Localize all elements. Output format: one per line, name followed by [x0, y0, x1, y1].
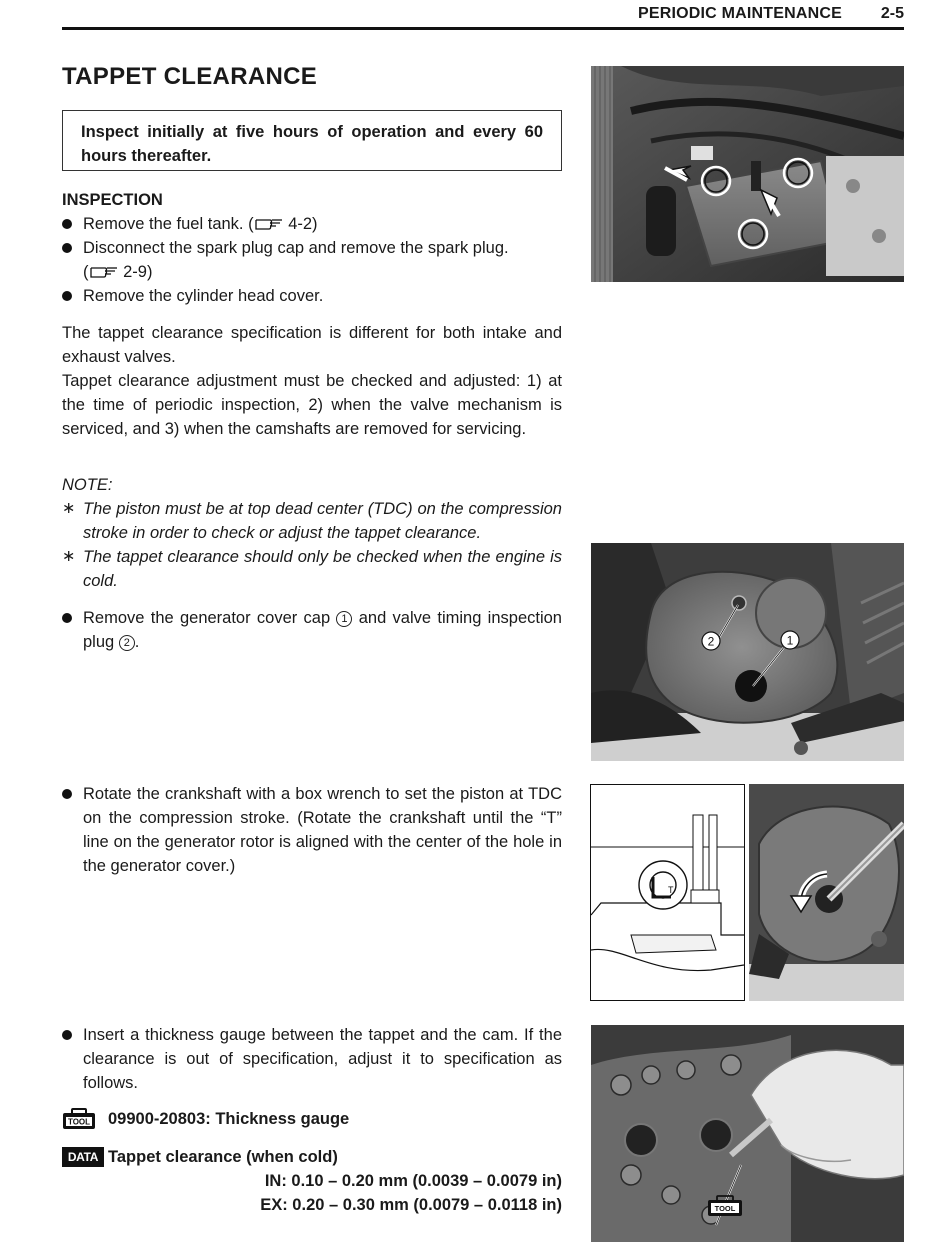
step-remove-head-cover: Remove the cylinder head cover.	[83, 287, 324, 305]
timing-mark-diagram	[590, 784, 745, 1001]
callout-number-2: 2	[119, 635, 135, 651]
step-remove-generator-cap	[83, 606, 562, 654]
bullet-icon	[62, 1030, 72, 1040]
reference-hand-icon	[254, 216, 284, 232]
step-text: and valve timing inspection plug	[83, 609, 562, 651]
generator-cover-photo	[591, 543, 904, 761]
photo-callout-2: 2	[707, 634, 715, 649]
cylinder-head-photo	[591, 66, 904, 282]
asterisk-icon: ∗	[62, 548, 76, 565]
header-section-title: PERIODIC MAINTENANCE	[637, 5, 842, 22]
step-reference: 2-9	[123, 263, 147, 281]
step-text: .	[134, 633, 140, 651]
step-reference: 4-2	[288, 215, 313, 233]
asterisk-icon: ∗	[62, 500, 76, 517]
bullet-icon	[62, 789, 72, 799]
data-intake-clearance: IN: 0.10 – 0.20 mm (0.0039 – 0.0079 in)	[264, 1172, 562, 1190]
step-rotate-crankshaft: Rotate the crankshaft with a box wrench to set the piston at TDC on the compression stroke. (Rotate the crankshaft until the “T” line on the generator rotor is aligned with the center of the hole in the generator cover.)	[83, 785, 562, 875]
inspection-heading: INSPECTION	[62, 191, 163, 209]
callout-number-1: 1	[336, 611, 352, 627]
note-item-cold-engine: The tappet clearance should only be checked when the engine is cold.	[83, 548, 562, 590]
note-label: NOTE:	[62, 476, 113, 494]
data-exhaust-clearance: EX: 0.20 – 0.30 mm (0.0079 – 0.0118 in)	[260, 1196, 562, 1214]
step-text: Disconnect the spark plug cap and remove the spark plug.	[83, 239, 509, 257]
step-close-paren: )	[312, 215, 318, 233]
paragraph-spec-difference: The tappet clearance specification is different for both intake and exhaust valves.	[62, 324, 562, 366]
tool-badge-icon	[62, 1108, 96, 1130]
interval-notice-box: Inspect initially at five hours of operation and every 60 hours thereafter.	[62, 110, 562, 171]
photo-callout-1: 1	[786, 633, 794, 648]
step-text: Remove the fuel tank. (	[83, 215, 254, 233]
note-item-tdc: The piston must be at top dead center (TDC) on the compression stroke in order to check or adjust the tappet clearance.	[83, 500, 562, 542]
crankshaft-wrench-photo	[749, 784, 904, 1001]
step-open-paren: (	[83, 263, 89, 281]
tool-spec: 09900-20803: Thickness gauge	[108, 1110, 350, 1128]
tool-badge-label: TOOL	[67, 1117, 91, 1127]
step-text: Remove the generator cover cap	[83, 609, 331, 627]
photo-tool-badge-label: TOOL	[714, 1204, 736, 1213]
bullet-icon	[62, 243, 72, 253]
bullet-icon	[62, 219, 72, 229]
step-close-paren: )	[146, 263, 153, 281]
step-insert-thickness-gauge: Insert a thickness gauge between the tappet and the cam. If the clearance is out of specification, adjust it to specification as follows.	[83, 1026, 562, 1092]
bullet-icon	[62, 613, 72, 623]
header-page-number: 2-5	[880, 5, 904, 22]
step-remove-fuel-tank	[83, 212, 562, 236]
bullet-icon	[62, 291, 72, 301]
timing-t-marker: T	[668, 885, 674, 895]
paragraph-adjustment-conditions: Tappet clearance adjustment must be checked and adjusted: 1) at the time of periodic inspection, 2) when the valve mechanism is serviced, and 3) when the camshafts are removed for servicing.	[62, 372, 562, 438]
page-header	[62, 0, 904, 30]
reference-hand-icon	[89, 264, 119, 280]
data-badge: DATA	[62, 1147, 104, 1167]
page-title: TAPPET CLEARANCE	[62, 63, 318, 90]
data-title: Tappet clearance (when cold)	[108, 1148, 338, 1166]
thickness-gauge-photo	[591, 1025, 904, 1242]
step-disconnect-spark-plug	[83, 236, 562, 284]
